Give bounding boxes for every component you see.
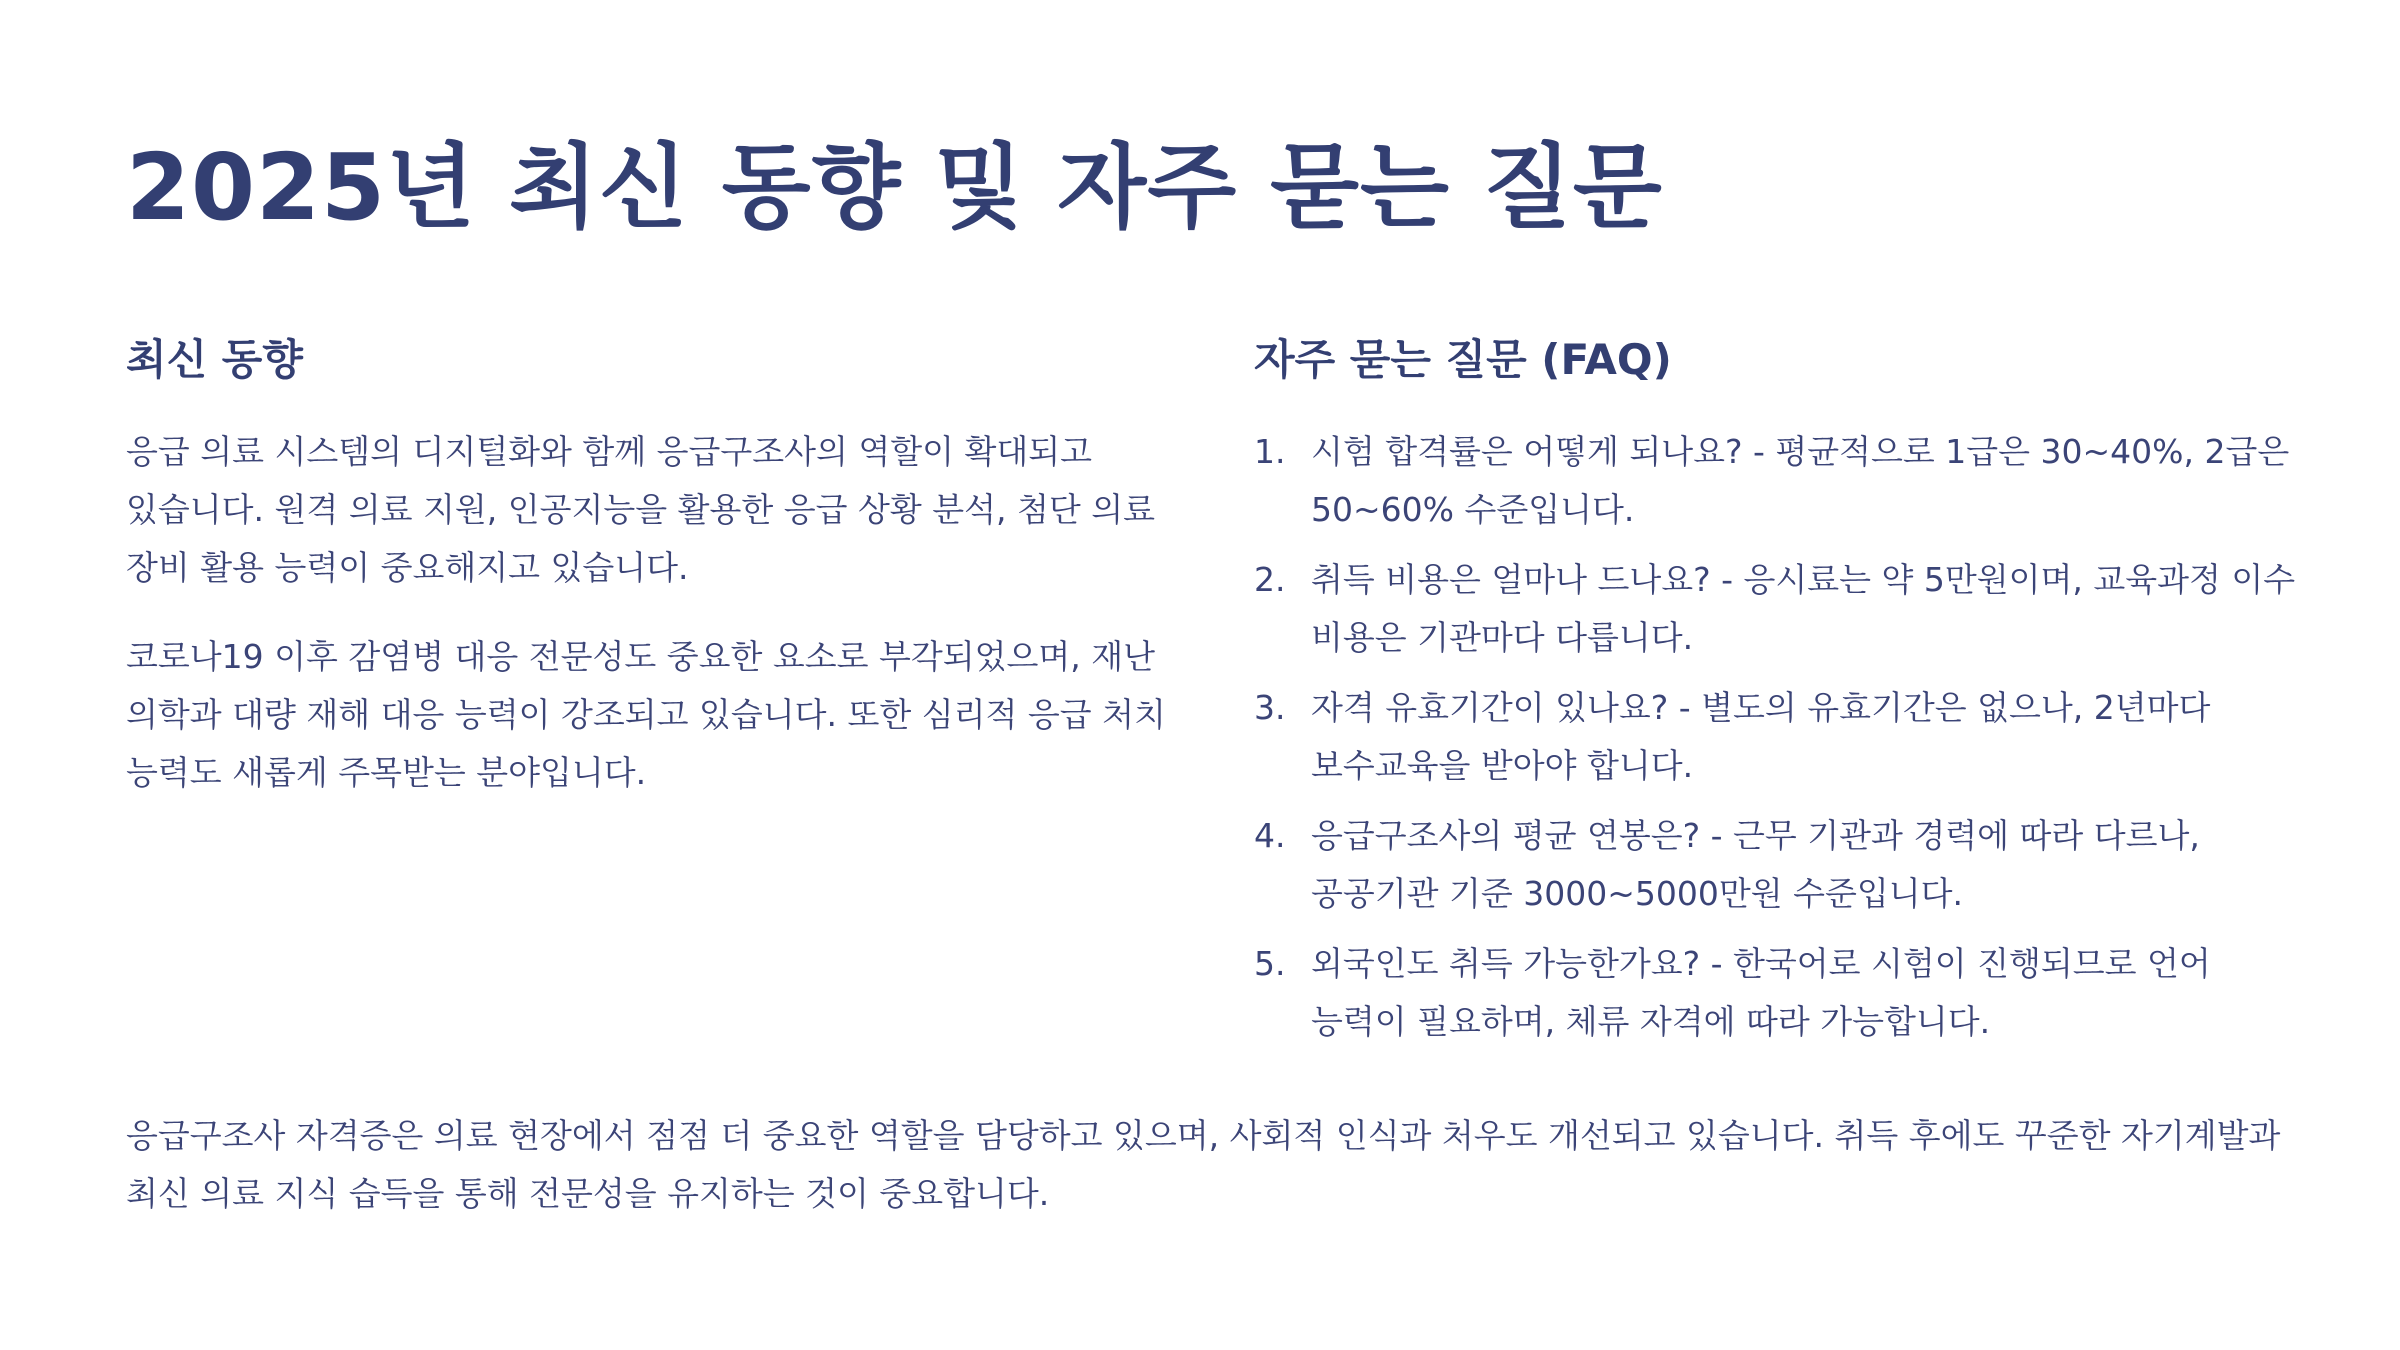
faq-item-text: 응급구조사의 평균 연봉은? - 근무 기관과 경력에 따라 다르나, 공공기관 기준 3000~5000만원 수준입니다. bbox=[1311, 816, 2200, 913]
trends-paragraph: 코로나19 이후 감염병 대응 전문성도 중요한 요소로 부각되었으며, 재난 의학과 대량 재해 대응 능력이 강조되고 있습니다. 또한 심리적 응급 처치 능력도 새롭게 주목받는 분야입니다. bbox=[126, 637, 1166, 792]
trends-section bbox=[126, 330, 1171, 833]
footer-summary: 응급구조사 자격증은 의료 현장에서 점점 더 중요한 역할을 담당하고 있으며, 사회적 인식과 처우도 개선되고 있습니다. 취득 후에도 꾸준한 자기계발과 최신 의료 지식 습득을 통해 전문성을 유지하는 것이 중요합니다. bbox=[126, 1116, 2281, 1213]
faq-item bbox=[1254, 807, 2304, 923]
trends-paragraph: 응급 의료 시스템의 디지털화와 함께 응급구조사의 역할이 확대되고 있습니다. 원격 의료 지원, 인공지능을 활용한 응급 상황 분석, 첨단 의료 장비 활용 능력이 중요해지고 있습니다. bbox=[126, 432, 1155, 587]
faq-item-text: 취득 비용은 얼마나 드나요? - 응시료는 약 5만원이며, 교육과정 이수 비용은 기관마다 다릅니다. bbox=[1311, 560, 2296, 657]
faq-item-number: 3. bbox=[1254, 688, 1286, 727]
faq-item-text: 외국인도 취득 가능한가요? - 한국어로 시험이 진행되므로 언어 능력이 필요하며, 체류 자격에 따라 가능합니다. bbox=[1311, 944, 2211, 1041]
faq-item bbox=[1254, 935, 2304, 1051]
faq-item-number: 2. bbox=[1254, 560, 1286, 599]
faq-item bbox=[1254, 551, 2304, 667]
faq-item-text: 자격 유효기간이 있나요? - 별도의 유효기간은 없으나, 2년마다 보수교육을 받아야 합니다. bbox=[1311, 688, 2211, 785]
faq-item-number: 4. bbox=[1254, 816, 1286, 855]
faq-item-number: 5. bbox=[1254, 944, 1286, 983]
faq-heading: 자주 묻는 질문 (FAQ) bbox=[1254, 335, 1672, 384]
faq-item bbox=[1254, 679, 2304, 795]
faq-item-text: 시험 합격률은 어떻게 되나요? - 평균적으로 1급은 30~40%, 2급은 50~60% 수준입니다. bbox=[1311, 432, 2290, 529]
faq-item bbox=[1254, 423, 2304, 539]
page-title: 2025년 최신 동향 및 자주 묻는 질문 bbox=[126, 134, 1663, 241]
faq-item-number: 1. bbox=[1254, 432, 1286, 471]
faq-list bbox=[1254, 423, 2304, 1051]
trends-heading: 최신 동향 bbox=[126, 335, 303, 384]
faq-section bbox=[1254, 330, 2304, 1063]
